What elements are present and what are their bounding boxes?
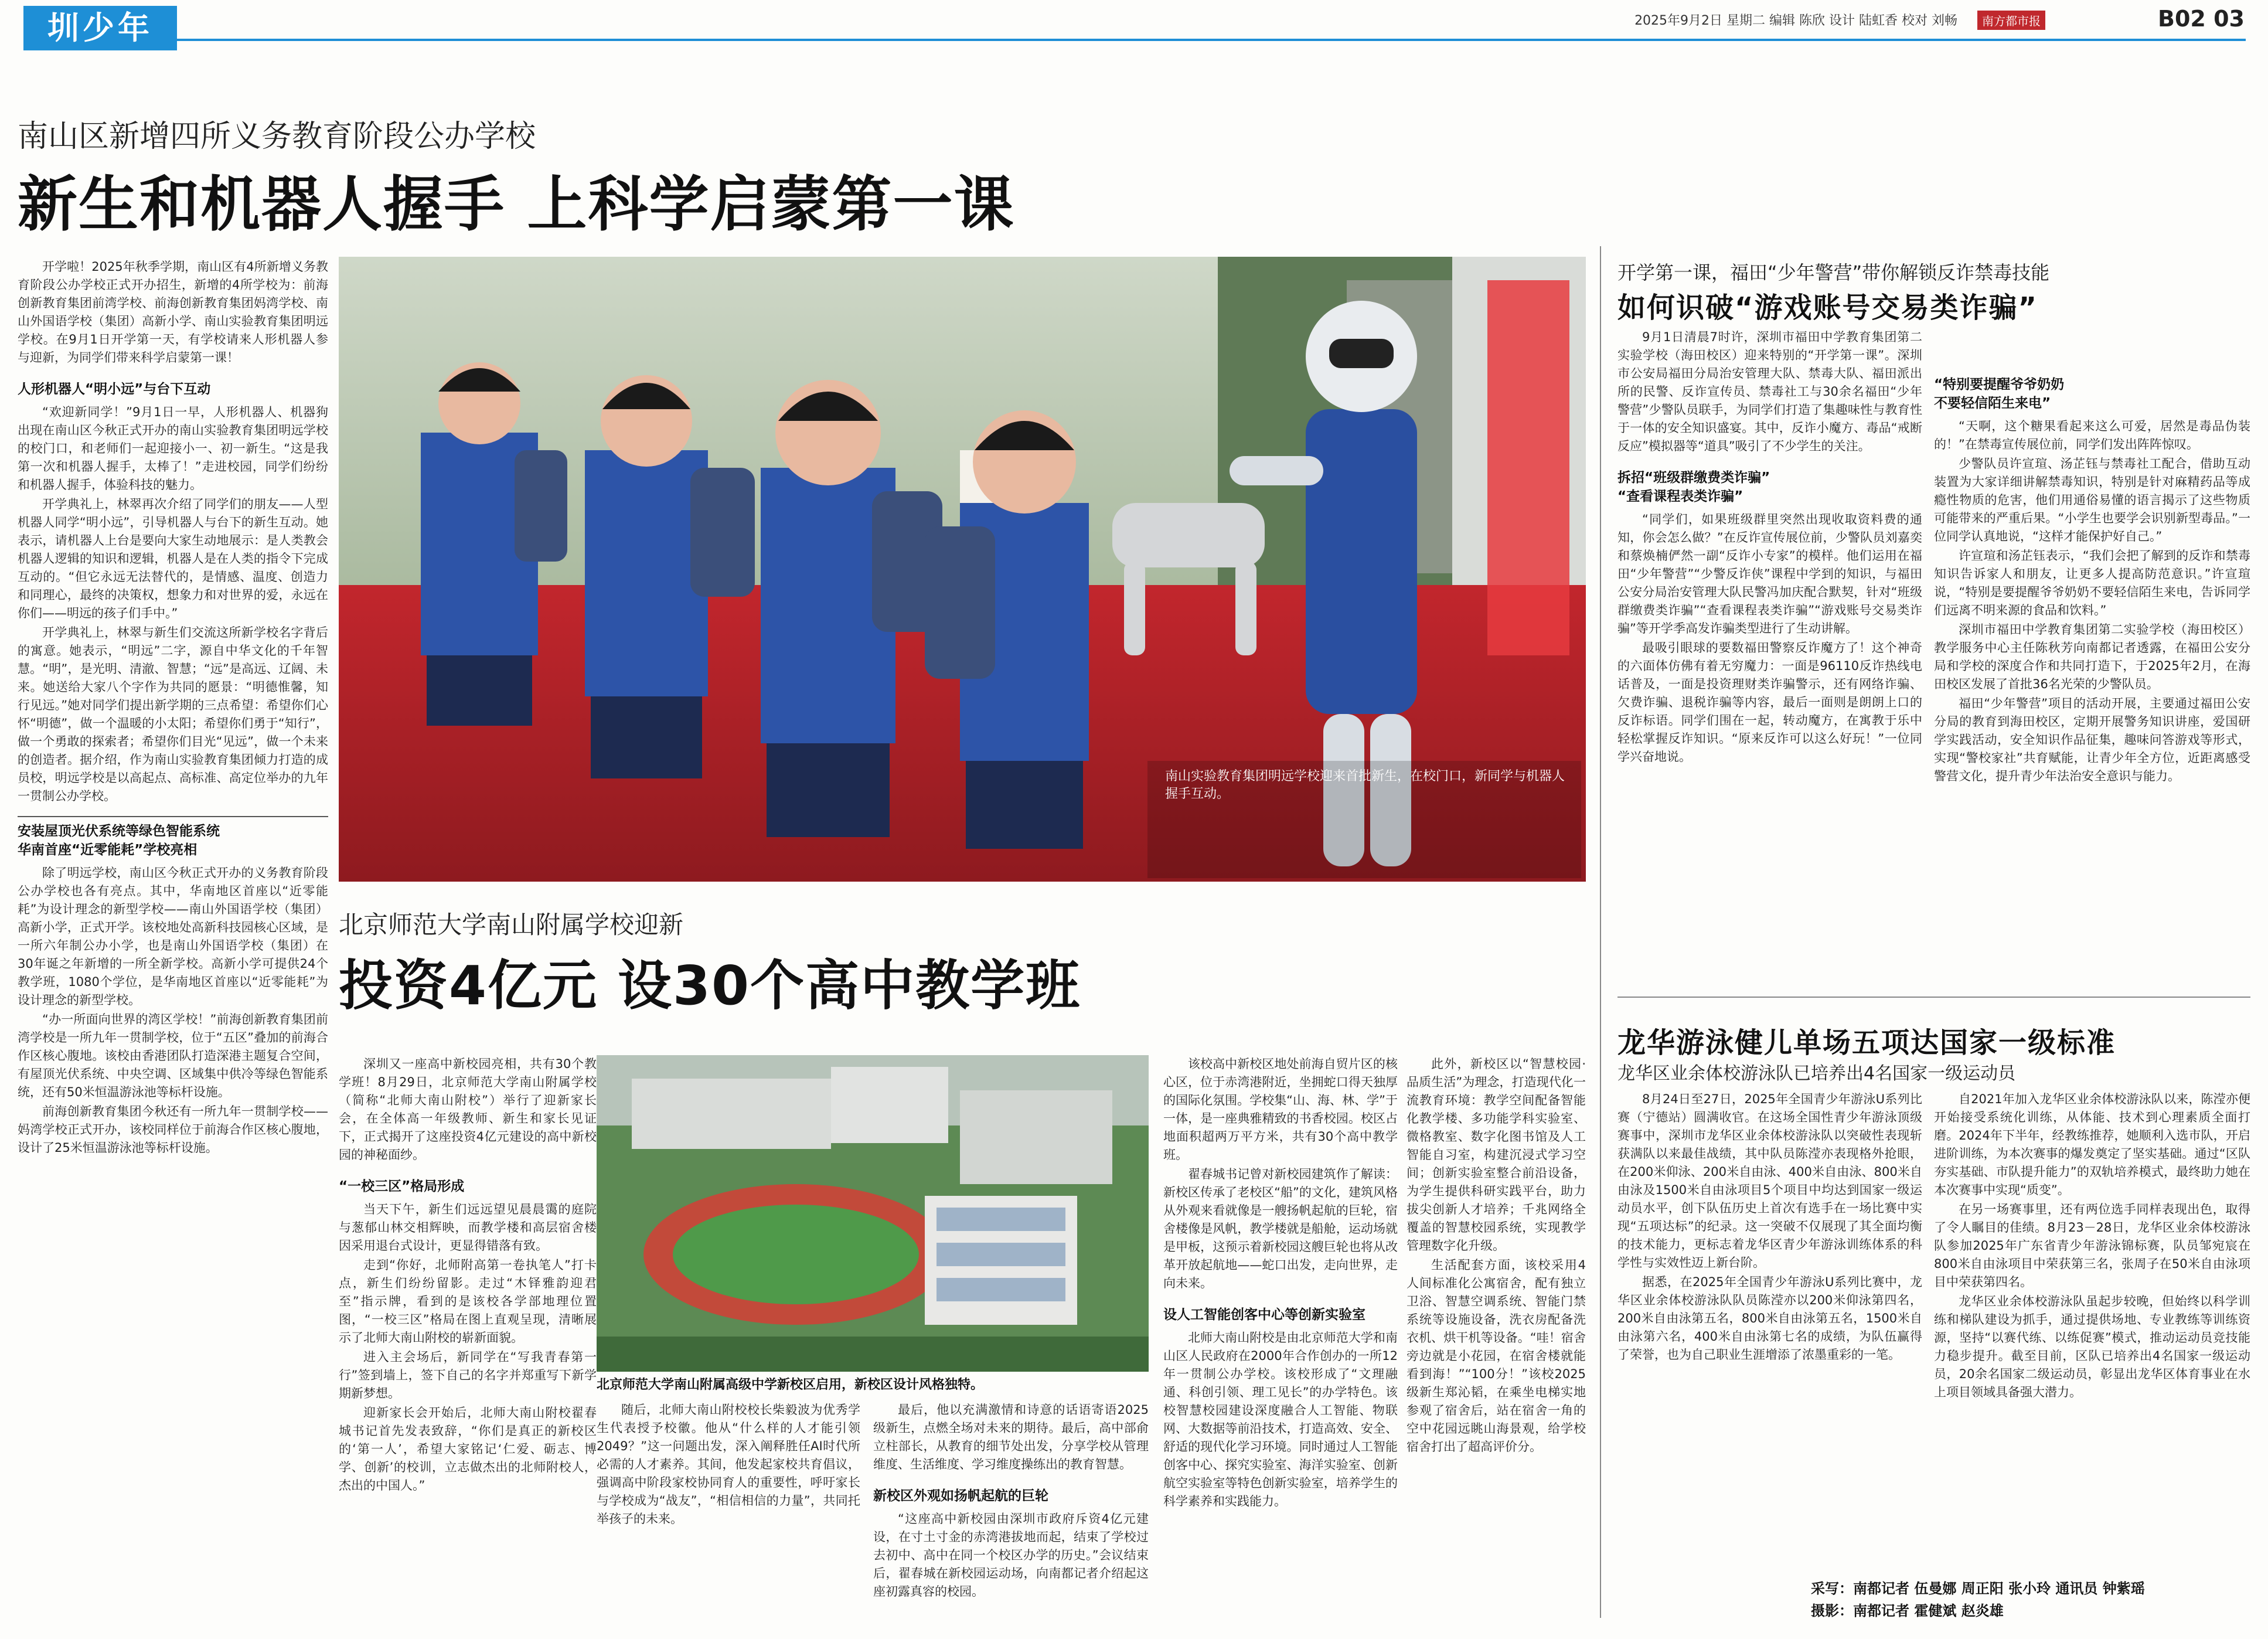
story3-para: 最吸引眼球的要数福田警察反诈魔方了！这个神奇的六面体仿佛有着无穷魔力：一面是96110反诈热线电话普及，一面是投资理财类诈骗警示，还有网络诈骗、欠费诈骗、退税诈骗等内容，最后一面则是朗朗上口的反诈标语。同学们围在一起，转动魔方，在寓教于乐中轻松掌握反诈知识。“原来反诈可以这么好玩！”一位同学兴奋地说。 xyxy=(1617,641,1922,764)
campus-aerial-photo xyxy=(597,1055,1149,1372)
story2-para: 走到“你好，北师附高第一卷执笔人”打卡点，新生们纷纷留影。走过“木铎雅韵迎君至”指示牌，看到的是该校各学部地理位置图，“一校三区”格局在图上直观呈现，清晰展示了北师大南山附校的崭新面貌。 xyxy=(339,1258,597,1345)
story2-para: “这座高中新校园由深圳市政府斥资4亿元建设，在寸土寸金的赤湾港拔地而起，结束了学校过去初中、高中在同一个校区办学的历史。”会议结束后，翟春城在新校园运动场，向南都记者介绍起这座初露真容的校园。 xyxy=(873,1512,1149,1599)
story3-kicker: 开学第一课，福田“少年警营”带你解锁反诈禁毒技能 xyxy=(1617,261,2050,284)
robot-handshake-photo xyxy=(339,257,1586,882)
story1-headline: 新生和机器人握手 上科学启蒙第一课 xyxy=(18,170,1015,240)
masthead xyxy=(0,0,2268,52)
story3-subhead-2: “特别要提醒爷爷奶奶 不要轻信陌生来电” xyxy=(1934,377,2065,411)
divider xyxy=(18,816,328,817)
story2-subhead-2: 新校区外观如扬帆起航的巨轮 xyxy=(873,1488,1048,1504)
credits-photographers: 摄影：南都记者 霍健斌 赵炎雄 xyxy=(1811,1603,2004,1619)
story2-column-1 xyxy=(339,1055,597,1635)
section-logo: 圳少年 xyxy=(23,6,177,50)
story2-subhead-3: 设人工智能创客中心等创新实验室 xyxy=(1163,1307,1365,1322)
story4-para: 自2021年加入龙华区业余体校游泳队以来，陈滢亦便开始接受系统化训练，从体能、技术到心理素质全面打磨。2024年下半年，经教练推荐，她顺利入选市队，开启进阶训练，为本次赛事的爆发奠定了坚实基础。通过“区队夯实基础、市队提升能力”的双轨培养模式，最终助力她在本次赛事中实现“质变”。 xyxy=(1934,1092,2250,1197)
story1-column xyxy=(18,258,328,1630)
story3-column-1 xyxy=(1617,328,1922,1055)
credits-writers: 采写：南都记者 伍曼娜 周正阳 张小玲 通讯员 钟紫瑶 xyxy=(1811,1580,2145,1597)
story2-column-5 xyxy=(1407,1055,1586,1635)
story3-headline: 如何识破“游戏账号交易类诈骗” xyxy=(1617,291,2038,324)
story3-para: “天啊，这个糖果看起来这么可爱，居然是毒品伪装的！”在禁毒宣传展位前，同学们发出阵阵惊叹。 xyxy=(1934,419,2250,451)
masthead-rule xyxy=(177,39,2246,41)
page-number: B02 03 xyxy=(2158,6,2245,32)
story4-para: 龙华区业余体校游泳队虽起步较晚，但始终以科学训练和梯队建设为抓手，通过提供场地、专业教练等训练资源，坚持“以赛代练、以练促赛”模式，推动运动员竞技能力稳步提升。截至目前，区队已培养出4名国家一级运动员，20余名国家二级运动员，彰显出龙华区体育事业在水上项目领域具备强大潜力。 xyxy=(1934,1294,2250,1399)
story4-column-2 xyxy=(1934,1090,2250,1559)
story2-para: 此外，新校区以“智慧校园·品质生活”为理念，打造现代化一流教育环境：教学空间配备智能化教学楼、多功能学科实验室、微格教室、数字化图书馆及人工智能自习室，构建沉浸式学习空间；创新实验室整合前沿设备，为学生提供科研实践平台，助力拔尖创新人才培养；千兆网络全覆盖的智慧校园系统，实现教学管理数字化升级。 xyxy=(1407,1057,1586,1253)
story3-para: 少警队员许宣瑄、汤芷钰与禁毒社工配合，借助互动装置为大家详细讲解禁毒知识，特别是针对麻精药品等成瘾性物质的危害，他们用通俗易懂的语言揭示了这些物质可能带来的严重后果。“小学生也要学会识别新型毒品。”一位同学认真地说，“这样才能保护好自己。” xyxy=(1934,457,2250,543)
story2-para: 当天下午，新生们远远望见晨晨霭的庭院与葱郁山林交相辉映，而教学楼和高层宿舍楼因采用退台式设计，更显得错落有致。 xyxy=(339,1202,597,1253)
story3-column-2 xyxy=(1934,328,2250,1055)
story3-para: “同学们，如果班级群里突然出现收取资料费的通知，你会怎么做？”在反诈宣传展位前，少警队员刘嘉奕和蔡焕楠俨然一副“反诈小专家”的模样。他们运用在福田“少年警营”“少警反诈侠”课程中学到的知识，与福田公安分局治安管理大队民警冯加庆配合默契，针对“班级群缴费类诈骗”“查看课程表类诈骗”“游戏账号交易类诈骗”等开学季高发诈骗类型进行了生动讲解。 xyxy=(1617,512,1922,635)
story2-column-3 xyxy=(873,1401,1149,1635)
story2-subhead-1: “一校三区”格局形成 xyxy=(339,1179,465,1194)
story2-kicker: 北京师范大学南山附属学校迎新 xyxy=(339,910,684,939)
story1-lead: 开学啦！2025年秋季学期，南山区有4所新增义务教育阶段公办学校正式开办招生，新增的4所学校为：前海创新教育集团前湾学校、前海创新教育集团妈湾学校、南山外国语学校（集团）高新小学、南山实验教育集团明远学校。在9月1日开学第一天，有学校请来人形机器人参与迎新，为同学们带来科学启蒙第一课！ xyxy=(18,260,328,365)
story3-para: 许宣瑄和汤芷钰表示，“我们会把了解到的反诈和禁毒知识告诉家人和朋友，让更多人提高防范意识。”许宣瑄说，“特别是要提醒爷爷奶奶不要轻信陌生来电，告诉同学们远离不明来源的食品和饮料。” xyxy=(1934,549,2250,617)
story2-para: 随后，北师大南山附校校长柴毅波为优秀学生代表授予校徽。他从“什么样的人才能引领2049？”这一问题出发，深入阐释胜任AI时代所必需的人才素养。其间，他发起家校共育倡议，强调高中阶段家校协同育人的重要性，呼吁家长与学校成为“战友”，“相信相信的力量”，共同托举孩子的未来。 xyxy=(597,1403,860,1526)
story4-para: 8月24日至27日，2025年全国青少年游泳U系列比赛（宁德站）圆满收官。在这场全国性青少年游泳顶级赛事中，深圳市龙华区业余体校游泳队以突破性表现斩获满队以来最佳战绩，其中队员陈滢亦表现格外抢眼，在200米仰泳、200米自由泳、400米自由泳、800米自由泳及1500米自由泳项目5个项目中均达到国家一级运动员水平，创下队伍历史上首次有选手在一场比赛中实现“五项达标”的纪录。这一突破不仅展现了其全面均衡的技术能力，更标志着龙华区青少年游泳训练体系的科学性与实效性迈上新台阶。 xyxy=(1617,1092,1922,1270)
story2-para: 迎新家长会开始后，北师大南山附校翟春城书记首先发表致辞，“你们是真正的新校区的‘第一人’，希望大家铭记‘仁爱、砺志、博学、创新’的校训，立志做杰出的北师附校人，杰出的中国人。” xyxy=(339,1406,597,1492)
story4-headline: 龙华游泳健儿单场五项达国家一级标准 xyxy=(1617,1026,2116,1059)
story1-photo-caption: 南山实验教育集团明远学校迎来首批新生，在校门口，新同学与机器人握手互动。 xyxy=(1165,769,1565,801)
story2-para: 北师大南山附校是由北京师范大学和南山区人民政府在2000年合作创办的一所12年一贯制公办学校。该校形成了“文理融通、科创引领、理工见长”的办学特色。该校智慧校园建设深度融合人工智能、物联网、大数据等前沿技术，打造高效、安全、舒适的现代化学习环境。同时通过人工智能创客中心、探究实验室、海洋实验室、创新航空实验室等特色创新实验室，培养学生的科学素养和实践能力。 xyxy=(1163,1331,1398,1508)
newspaper-tag: 南方都市报 xyxy=(1977,11,2045,30)
story1-subhead-2: 安装屋顶光伏系统等绿色智能系统 华南首座“近零能耗”学校亮相 xyxy=(18,824,220,858)
story1-para: “欢迎新同学！”9月1日一早，人形机器人、机器狗出现在南山区今秋正式开办的南山实验教育集团明远学校的校门口，和老师们一起迎接小一、初一新生。“这是我第一次和机器人握手，太棒了！”走进校园，同学们纷纷和机器人握手，体验科技的魅力。 xyxy=(18,405,328,492)
campus-illustration xyxy=(597,1055,1149,1372)
story2-column-2 xyxy=(597,1401,860,1635)
story1-para: 开学典礼上，林翠再次介绍了同学们的朋友——人型机器人同学“明小远”，引导机器人与台下的新生互动。她表示，请机器人上台是要向大家生动地展示：是人类教会机器人逻辑的知识和逻辑，机器人是在人类的指令下完成互动的。“但它永远无法替代的，是情感、温度、创造力和同理心，最终的决策权，想象力和对世界的爱，永远在你们——明远的孩子们手中。” xyxy=(18,497,328,620)
story4-kicker: 龙华区业余体校游泳队已培养出4名国家一级运动员 xyxy=(1617,1063,2016,1084)
story4-para: 据悉，在2025年全国青少年游泳U系列比赛中，龙华区业余体校游泳队队员陈滢亦以200米仰泳第四名，200米自由泳第五名，800米自由泳第五名，1500米自由泳第六名，400米自由泳第七名的成绩，为队伍赢得了荣誉，也为自己职业生涯增添了浓墨重彩的一笔。 xyxy=(1617,1275,1922,1362)
story1-kicker: 南山区新增四所义务教育阶段公办学校 xyxy=(18,119,536,154)
story2-para: 最后，他以充满激情和诗意的话语寄语2025级新生，点燃全场对未来的期待。最后，高中部俞立柱部长，从教育的细节处出发，分享学校从管理维度、生活维度、学习维度操练出的教育智慧。 xyxy=(873,1403,1149,1471)
story3-para: 9月1日清晨7时许，深圳市福田中学教育集团第二实验学校（海田校区）迎来特别的“开学第一课”。深圳市公安局福田分局治安管理大队、禁毒大队、福田派出所的民警、反诈宣传员、禁毒社工与30余名福田“少年警营”少警队员联手，为同学们打造了集趣味性与教育性于一体的安全知识盛宴。其中，反诈小魔方、毒品“戒断反应”模拟器等“道具”吸引了不少学生的关注。 xyxy=(1617,330,1922,453)
story2-para: 进入主会场后，新同学在“写我青春第一行”签到墙上，签下自己的名字并郑重写下新学期新梦想。 xyxy=(339,1350,597,1400)
section-divider xyxy=(1617,997,2250,998)
story4-para: 在另一场赛事里，还有两位选手同样表现出色，取得了令人瞩目的佳绩。8月23－28日，龙华区业余体校游泳队参加2025年广东省青少年游泳锦标赛，队员邹宛宸在800米自由泳项目中荣获第三名，张周子在50米自由泳项目中荣获第四名。 xyxy=(1934,1202,2250,1289)
story1-subhead-1: 人形机器人“明小远”与台下互动 xyxy=(18,382,211,397)
story2-photo-caption: 北京师范大学南山附属高级中学新校区启用，新校区设计风格独特。 xyxy=(597,1378,984,1392)
story2-headline: 投资4亿元 设30个高中教学班 xyxy=(339,954,1081,1017)
story1-para: 除了明远学校，南山区今秋正式开办的义务教育阶段公办学校也各有亮点。其中，华南地区首座以“近零能耗”为设计理念的新型学校——南山外国语学校（集团）高新小学，正式开学。该校地处高新科技园核心区域，是一所六年制公办小学，也是南山外国语学校（集团）在30年诞之年新增的一所全新学校。高新小学可提供24个教学班，1080个学位，是华南地区首座以“近零能耗”为设计理念的新型学校。 xyxy=(18,866,328,1007)
story3-para: 深圳市福田中学教育集团第二实验学校（海田校区）教学服务中心主任陈秋芳向南都记者透露，在福田公安分局和学校的深度合作和共同打造下，于2025年2月，在海田校区发展了首批36名光荣的少警队员。 xyxy=(1934,623,2250,691)
story2-para: 深圳又一座高中新校园亮相，共有30个教学班！8月29日，北京师范大学南山附属学校（简称“北师大南山附校”）举行了迎新家长会，在全体高一年级教师、新生和家长见证下，正式揭开了这座投资4亿元建设的高中新校园的神秘面纱。 xyxy=(339,1057,597,1162)
story2-para: 翟春城书记曾对新校园建筑作了解读：新校区传承了老校区“船”的文化，建筑风格从外观来看就像是一艘扬帆起航的巨轮，宿舍楼像是风帆，教学楼就是船舱，运动场就是甲板，这预示着新校园这艘巨轮也将从改革开放起航地——蛇口出发，走向世界，走向未来。 xyxy=(1163,1167,1398,1290)
story1-para: “办一所面向世界的湾区学校！”前海创新教育集团前湾学校是一所九年一贯制学校，位于“五区”叠加的前海合作区核心腹地。该校由香港团队打造深港主题复合空间，有屋顶光伏系统、中央空调、区域集中供冷等绿色智能系统，还有50米恒温游泳池等标杆设施。 xyxy=(18,1012,328,1099)
story2-column-4 xyxy=(1163,1055,1398,1635)
story2-para: 生活配套方面，该校采用4人间标准化公寓宿舍，配有独立卫浴、智慧空调系统、智能门禁系统等设施设备，洗衣房配备洗衣机、烘干机等设备。“哇！宿舍旁边就是小花园，在宿舍楼就能看到海！”“100分！”该校2025级新生郑沁韬，在乘坐电梯实地参观了宿舍后，站在宿舍一角的空中花园远眺山海景观，给学校宿舍打出了超高评价分。 xyxy=(1407,1258,1586,1454)
story1-para: 前海创新教育集团今秋还有一所九年一贯制学校——妈湾学校正式开办，该校同样位于前海合作区核心腹地，设计了25米恒温游泳池等标杆设施。 xyxy=(18,1104,328,1155)
column-divider xyxy=(1600,246,1601,1618)
story3-subhead-1: 拆招“班级群缴费类诈骗” “查看课程表类诈骗” xyxy=(1617,470,1770,504)
story2-para: 该校高中新校区地处前海自贸片区的核心区，位于赤湾港附近，坐拥蛇口得天独厚的国际化氛围。学校集“山、海、林、学”于一体，是一座典雅精致的书香校园。校区占地面积超两万平方米，共有30个高中教学班。 xyxy=(1163,1057,1398,1162)
issue-info: 2025年9月2日 星期二 编辑 陈欣 设计 陆虹香 校对 刘畅 xyxy=(1634,13,1957,28)
story4-column-1 xyxy=(1617,1090,1922,1559)
story3-para: 福田“少年警营”项目的活动开展，主要通过福田公安分局的教育到海田校区，定期开展警务知识讲座，爱国研学实践活动，安全知识作品征集，趣味问答游戏等形式，实现“警校家社”共育赋能，让青少年全方位，近距离感受警营文化，提升青少年法治安全意识与能力。 xyxy=(1934,696,2250,783)
story1-para: 开学典礼上，林翠与新生们交流这所新学校名字背后的寓意。她表示，“明远”二字，源自中华文化的千年智慧。“明”，是光明、清澈、智慧；“远”是高远、辽阔、未来。她送给大家八个字作为共同的愿景：“明德惟馨，知行见远。”她对同学们提出新学期的三点希望：希望你们心怀“明德”，做一个温暖的小太阳；希望你们勇于“知行”，做一个勇敢的探索者；希望你们目光“见远”，做一个未来的创造者。据介绍，作为南山实验教育集团倾力打造的成员校，明远学校是以高起点、高标准、高定位举办的九年一贯制公办学校。 xyxy=(18,625,328,803)
